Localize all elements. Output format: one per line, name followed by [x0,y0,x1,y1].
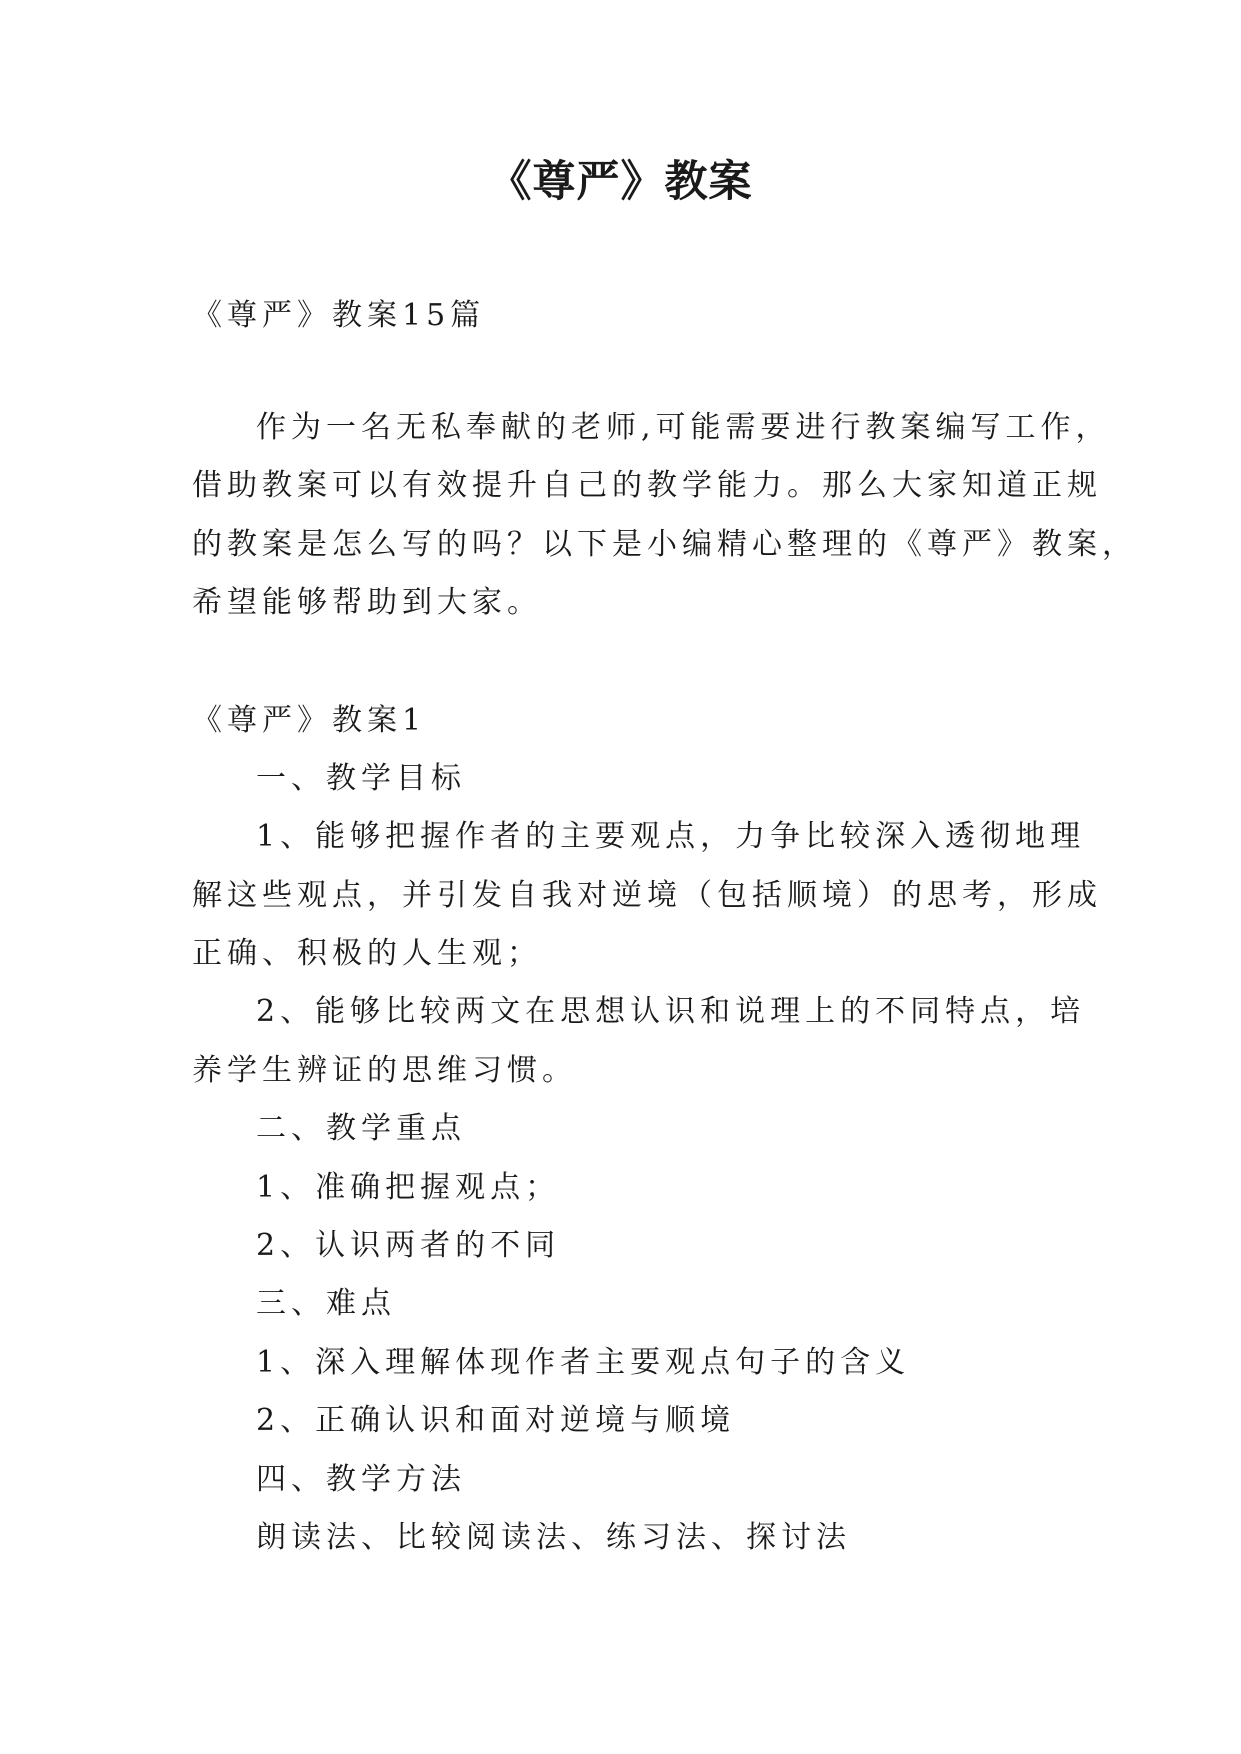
goal-1-line: 正确、积极的人生观； [192,936,542,971]
intro-line: 借助教案可以有效提升自己的教学能力。那么大家知道正规 [192,468,1102,503]
intro-line: 希望能够帮助到大家。 [192,585,542,620]
difficulty-heading: 三、难点 [256,1286,396,1321]
key-item: 1、准确把握观点； [256,1170,561,1205]
key-item: 2、认识两者的不同 [256,1228,561,1263]
goal-2-line: 2、能够比较两文在思想认识和说理上的不同特点，培 [256,994,1086,1029]
goal-heading: 一、教学目标 [256,761,466,796]
goal-1-line: 解这些观点，并引发自我对逆境（包括顺境）的思考，形成 [192,878,1102,913]
goal-2-line: 养学生辨证的思维习惯。 [192,1053,577,1088]
goal-1-line: 1、能够把握作者的主要观点，力争比较深入透彻地理 [256,819,1086,854]
difficulty-item: 2、正确认识和面对逆境与顺境 [256,1403,736,1438]
key-heading: 二、教学重点 [256,1111,466,1146]
method-text: 朗读法、比较阅读法、练习法、探讨法 [256,1520,851,1555]
section-heading: 《尊严》教案1 [192,703,427,738]
difficulty-item: 1、深入理解体现作者主要观点句子的含义 [256,1345,911,1380]
document-title: 《尊严》教案 [488,157,753,207]
intro-line: 作为一名无私奉献的老师,可能需要进行教案编写工作， [256,410,1111,445]
document-subtitle: 《尊严》教案15篇 [192,298,486,333]
method-heading: 四、教学方法 [256,1462,466,1497]
intro-line: 的教案是怎么写的吗？以下是小编精心整理的《尊严》教案， [192,527,1137,562]
